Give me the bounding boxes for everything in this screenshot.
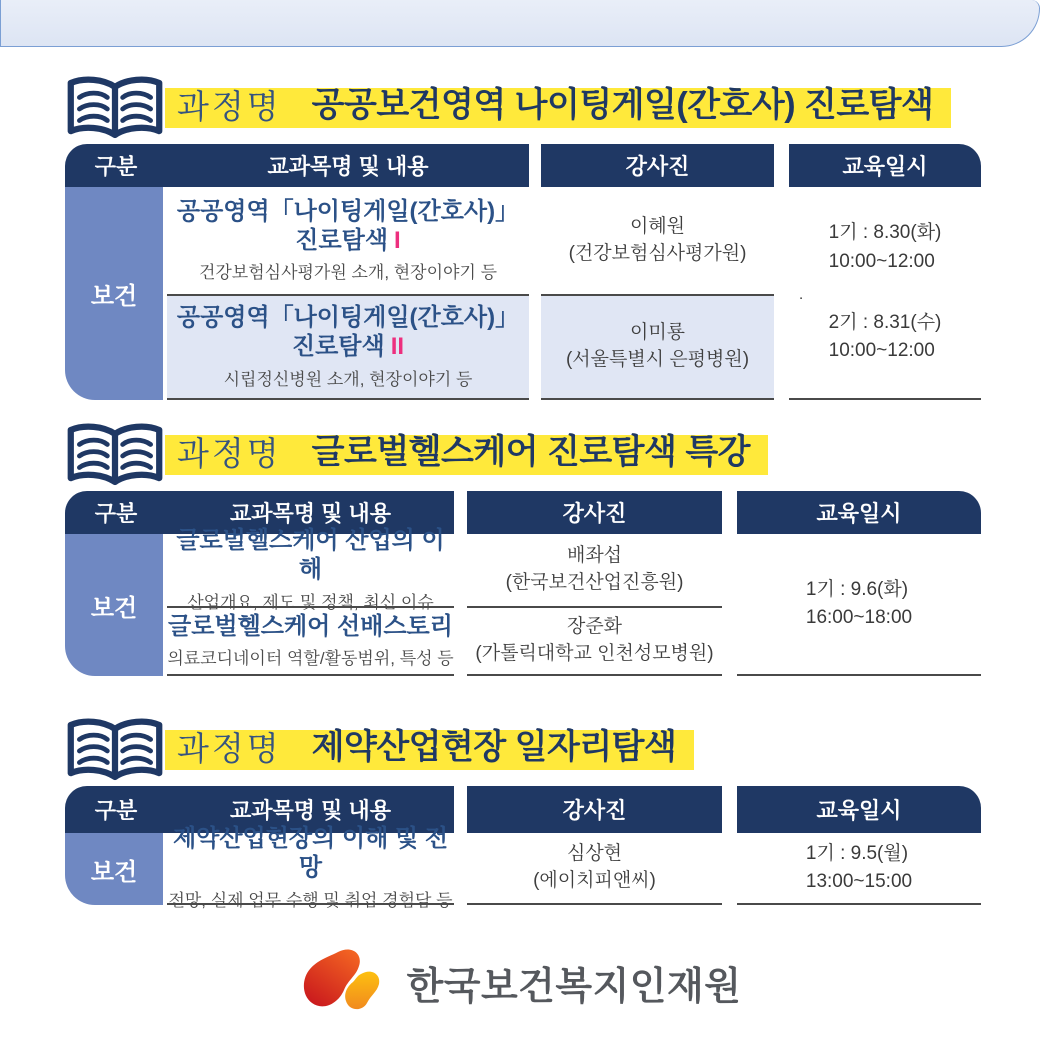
- open-book-icon: [65, 423, 165, 487]
- instructor-org: (서울특별시 은평병원): [565, 349, 750, 370]
- subject-desc: 전망, 실제 업무 수행 및 취업 경험담 등: [168, 890, 453, 910]
- schedule-time: 16:00~18:00: [805, 607, 913, 628]
- instructor-cell: [467, 833, 722, 905]
- table-header-schedule: 교육일시: [737, 786, 981, 833]
- course-label: 과정명: [177, 729, 282, 767]
- instructor-name: 이미룡: [629, 322, 686, 344]
- schedule-entry: [806, 840, 912, 897]
- instructor-cell: [467, 606, 722, 676]
- schedule-session: 2기 : 8.31(수): [828, 311, 942, 333]
- open-book-icon: [65, 718, 165, 782]
- top-decorative-band: [0, 0, 1040, 47]
- table-header-instructor: 강사진: [467, 491, 722, 534]
- instructor-cell: [541, 294, 774, 400]
- subject-cell: [167, 606, 454, 676]
- course-section-1: [65, 76, 982, 400]
- schedule-cell: [737, 833, 981, 905]
- course-label: 과정명: [177, 87, 282, 125]
- subject-desc: 산업개요, 제도 및 정책, 최신 이슈: [187, 592, 434, 612]
- table-header-category-subject: [65, 144, 529, 187]
- subject-desc: 건강보험심사평가원 소개, 현장이야기 등: [198, 263, 498, 283]
- schedule-cell: [737, 534, 981, 676]
- table-header-schedule: 교육일시: [789, 144, 981, 187]
- org-logo-icon: [301, 947, 393, 1017]
- schedule-entry: [829, 309, 942, 366]
- category-cell: 보건: [65, 187, 163, 400]
- schedule-entry: [806, 576, 912, 633]
- subject-title: 글로벌헬스케어 산업의 이해: [176, 527, 445, 583]
- open-book-icon: [65, 76, 165, 140]
- course-title: 공공보건영역 나이팅게일(간호사) 진로탐색: [311, 86, 934, 124]
- table-header-schedule: 교육일시: [737, 491, 981, 534]
- schedule-session: 1기 : 8.30(화): [828, 222, 942, 244]
- instructor-org: (가톨릭대학교 인천성모병원): [475, 643, 714, 664]
- schedule-session: 1기 : 9.5(월): [805, 842, 909, 864]
- subject-title: [177, 198, 519, 256]
- subject-cell: [167, 825, 454, 910]
- header-subject: 교과목명 및 내용: [230, 798, 391, 823]
- subject-title: 제약산업현장의 이해 및 전망: [172, 825, 449, 881]
- course-title: 제약산업현장 일자리탐색: [311, 728, 677, 766]
- schedule-time: 10:00~12:00: [828, 340, 935, 362]
- subject-desc: 시립정신병원 소개, 현장이야기 등: [223, 369, 473, 389]
- category-cell: 보건: [65, 833, 163, 905]
- stray-dot-artifact: .: [799, 286, 804, 304]
- category-cell: 보건: [65, 534, 163, 676]
- header-category: 구분: [94, 798, 138, 823]
- course-table: [65, 491, 982, 676]
- schedule-time: 10:00~12:00: [828, 250, 935, 272]
- roman-numeral: I: [394, 226, 401, 254]
- subject-cell: [167, 527, 454, 612]
- course-label: 과정명: [177, 434, 282, 472]
- header-category: 구분: [94, 154, 138, 179]
- instructor-name: 이혜원: [629, 215, 686, 237]
- schedule-time: 13:00~15:00: [805, 871, 913, 892]
- course-header: [65, 718, 982, 782]
- instructor-org: (건강보험심사평가원): [568, 242, 747, 264]
- org-name: 한국보건복지인재원: [406, 965, 742, 1008]
- course-title-highlight: [165, 730, 694, 770]
- roman-numeral: II: [390, 333, 405, 360]
- instructor-name: 장준화: [566, 616, 623, 638]
- course-section-3: [65, 718, 982, 910]
- course-table: [65, 786, 982, 910]
- instructor-org: (에이치피앤씨): [533, 870, 656, 891]
- instructor-org: (한국보건산업진흥원): [505, 572, 684, 593]
- course-section-2: [65, 423, 982, 676]
- course-header: [65, 76, 982, 140]
- subject-title: [177, 304, 519, 362]
- subject-title-line2: 진로탐색 II: [291, 333, 405, 360]
- subject-title-line2: 진로탐색 I: [295, 226, 401, 254]
- subject-desc: 의료코디네이터 역할/활동범위, 특성 등: [167, 649, 454, 669]
- schedule-entry: [829, 219, 942, 276]
- course-title-highlight: [165, 435, 768, 475]
- instructor-name: 심상현: [566, 843, 623, 865]
- instructor-name: 배좌섭: [566, 545, 623, 567]
- header-subject: 교과목명 및 내용: [230, 501, 391, 526]
- table-header-instructor: 강사진: [467, 786, 722, 833]
- course-title-highlight: [165, 88, 951, 128]
- schedule-cell: [789, 187, 981, 400]
- subject-title: 글로벌헬스케어 선배스토리: [168, 612, 453, 640]
- instructor-cell: [467, 534, 722, 606]
- schedule-session: 1기 : 9.6(화): [805, 578, 909, 600]
- subject-cell: [167, 294, 529, 400]
- header-subject: 교과목명 및 내용: [267, 154, 429, 179]
- subject-title-line1: 공공영역「나이팅게일(간호사)」: [176, 304, 520, 332]
- course-table: [65, 144, 982, 400]
- footer: [0, 942, 1042, 1022]
- instructor-cell: [541, 187, 774, 294]
- table-header-instructor: 강사진: [541, 144, 774, 187]
- course-header: [65, 423, 982, 487]
- subject-cell: [167, 187, 529, 294]
- course-title: 글로벌헬스케어 진로탐색 특강: [311, 433, 751, 471]
- header-category: 구분: [94, 501, 138, 526]
- subject-title-line1: 공공영역「나이팅게일(간호사)」: [176, 197, 520, 225]
